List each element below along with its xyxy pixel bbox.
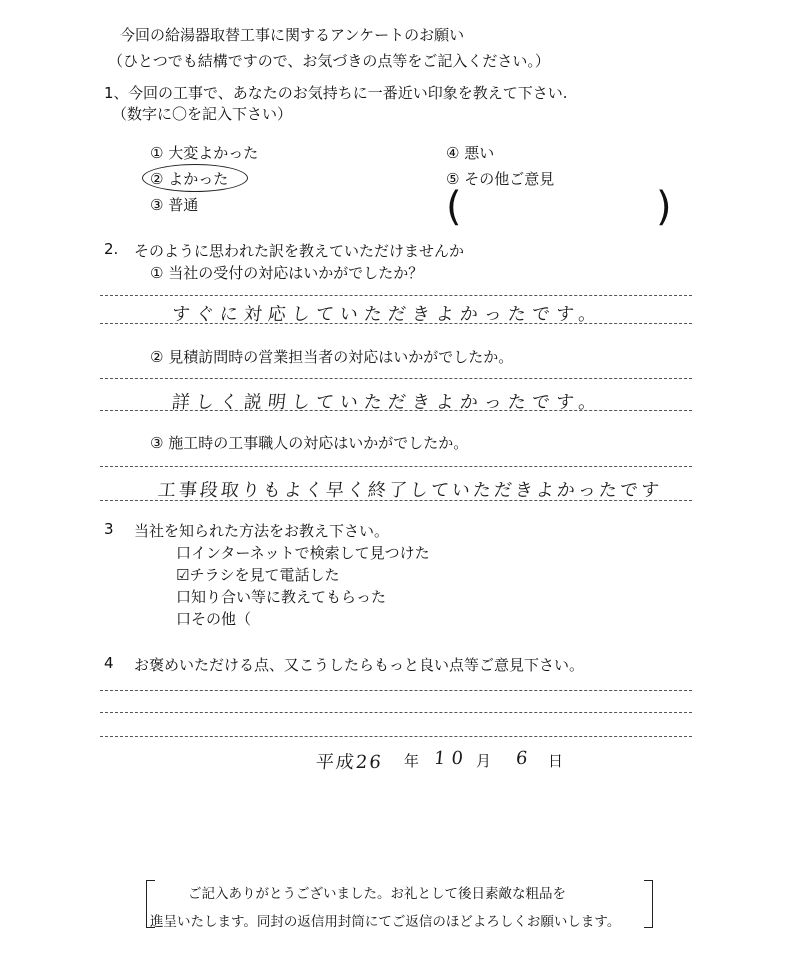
q1-option-1[interactable] bbox=[150, 142, 258, 163]
option-mark: ③ bbox=[150, 196, 164, 214]
checked-checkbox-icon: ☑ bbox=[176, 566, 190, 584]
q3-option-1[interactable] bbox=[176, 542, 430, 563]
option-label: 普通 bbox=[168, 196, 199, 214]
q2-sub1-question: ① 当社の受付の対応はいかがでしたか？ bbox=[150, 264, 424, 282]
q3-option-3[interactable] bbox=[176, 586, 386, 607]
answer-line bbox=[100, 378, 692, 379]
q3-option-2[interactable] bbox=[176, 564, 339, 585]
q2-number: 2. bbox=[104, 240, 119, 258]
page-subtitle: （ひとつでも結構ですので、お気づきの点等をご記入ください。） bbox=[108, 52, 550, 70]
answer-line bbox=[100, 410, 692, 411]
checkbox-icon: 口 bbox=[176, 588, 192, 606]
option-mark: ① bbox=[150, 144, 164, 162]
q2-sub2-answer: 詳しく説明していただきよかったです。 bbox=[170, 392, 604, 413]
footer-line-2: 進呈いたします。同封の返信用封筒にてご返信のほどよろしくお願いします。 bbox=[150, 914, 621, 930]
other-opinion-close-paren: ) bbox=[656, 184, 672, 230]
q3-number: 3 bbox=[104, 520, 114, 538]
q2-sub3-question: ③ 施工時の工事職人の対応はいかがでしたか。 bbox=[150, 434, 469, 452]
option-label: 悪い bbox=[464, 144, 495, 162]
selection-circle-mark bbox=[142, 164, 248, 192]
checkbox-icon: 口 bbox=[176, 544, 192, 562]
option-label: インターネットで検索して見つけた bbox=[191, 544, 430, 562]
option-mark: ② bbox=[150, 170, 164, 188]
date-month-unit: 月 bbox=[476, 752, 492, 770]
answer-line bbox=[100, 323, 692, 324]
other-opinion-open-paren: ( bbox=[446, 184, 462, 230]
option-mark: ④ bbox=[446, 144, 460, 162]
answer-line bbox=[100, 712, 692, 713]
footer-line-1: ご記入ありがとうございました。お礼として後日素敵な粗品を bbox=[188, 886, 566, 902]
q4-number: 4 bbox=[104, 654, 114, 672]
q4-question: お褒めいただける点、又こうしたらもっと良い点等ご意見下さい。 bbox=[134, 656, 585, 674]
q1-option-3[interactable] bbox=[150, 194, 198, 215]
footer-bracket-right bbox=[644, 880, 653, 928]
q3-option-4[interactable] bbox=[176, 608, 251, 629]
q1-option-4[interactable] bbox=[446, 142, 494, 163]
q1-option-5[interactable] bbox=[446, 168, 554, 189]
date-day: 6 bbox=[514, 748, 535, 769]
q2-sub1-answer: すぐに対応していただきよかったです。 bbox=[170, 304, 604, 325]
q1-instruction: （数字に〇を記入下さい） bbox=[112, 105, 293, 123]
option-label: 知り合い等に教えてもらった bbox=[191, 588, 387, 606]
option-label: 大変よかった bbox=[168, 144, 259, 162]
option-label: よかった bbox=[168, 170, 229, 188]
answer-line bbox=[100, 295, 692, 296]
page-title: 今回の給湯器取替工事に関するアンケートのお願い bbox=[120, 26, 465, 44]
q2-sub2-question: ② 見積訪問時の営業担当者の対応はいかがでしたか。 bbox=[150, 348, 514, 366]
answer-line bbox=[100, 736, 692, 737]
q2-question: そのように思われた訳を教えていただけませんか bbox=[134, 242, 465, 260]
date-day-unit: 日 bbox=[548, 752, 564, 770]
option-mark: ⑤ bbox=[446, 170, 460, 188]
date-year-unit: 年 bbox=[404, 752, 420, 770]
q1-number: 1、 bbox=[104, 84, 129, 102]
option-label: その他ご意見 bbox=[464, 170, 555, 188]
option-label: チラシを見て電話した bbox=[189, 566, 340, 584]
checkbox-icon: 口 bbox=[176, 610, 192, 628]
answer-line bbox=[100, 500, 692, 501]
q3-question: 当社を知られた方法をお教え下さい。 bbox=[134, 522, 390, 540]
answer-line bbox=[100, 690, 692, 691]
date-month: 10 bbox=[432, 748, 471, 769]
answer-line bbox=[100, 466, 692, 467]
q2-sub3-answer: 工事段取りもよく早く終了していただきよかったです bbox=[156, 480, 663, 501]
date-era: 平成26 bbox=[314, 752, 384, 773]
q1-question: 今回の工事で、あなたのお気持ちに一番近い印象を教えて下さい. bbox=[128, 84, 568, 102]
option-label: その他（ bbox=[191, 610, 252, 628]
